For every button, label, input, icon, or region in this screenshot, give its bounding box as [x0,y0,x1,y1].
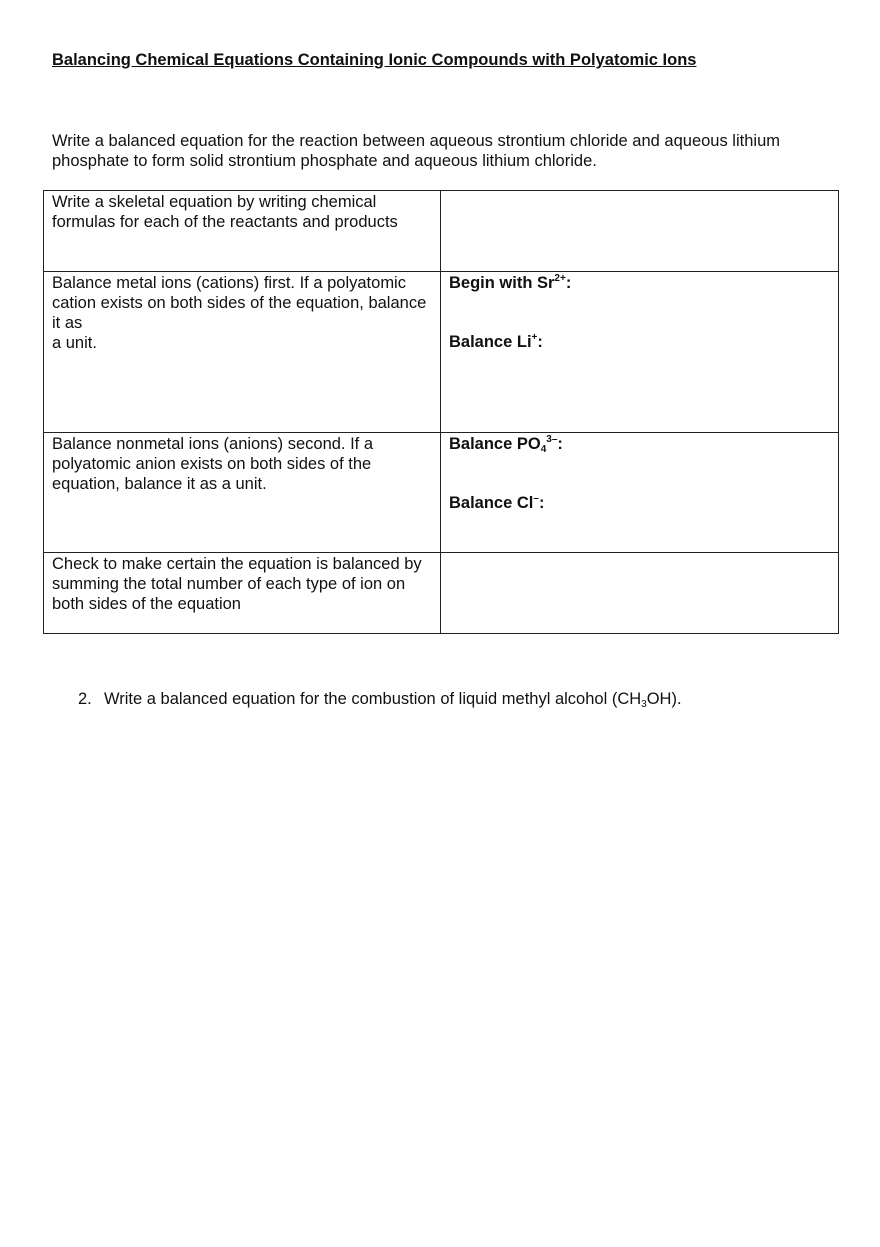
answer-cell-check[interactable] [441,553,839,634]
step-cell [44,272,441,433]
step-cations-text: Balance metal ions (cations) first. If a polyatomic cation exists on both sides of the equation, balance it as a unit. [52,274,427,352]
step-check-text: Check to make certain the equation is balanced by summing the total number of each type of ion on both sides of the equation [52,555,422,613]
step-cell [44,553,441,634]
step-cell [44,433,441,553]
begin-with-sr-label: Begin with $Sr^{2+}$: [449,273,572,292]
table-row [44,272,839,433]
table-row [44,191,839,272]
question-2: 2. Write a balanced equation for the combustion of liquid methyl alcohol $(CH_3OH)$. [78,690,682,710]
question-number: 2. [78,690,92,708]
question-1-prompt: Write a balanced equation for the reaction between aqueous strontium chloride and aqueous lithium phosphate to form solid strontium phosphate and aqueous lithium chloride. [52,132,780,170]
balance-cl-label: Balance Cl–: [449,493,545,512]
step-skeletal-text: Write a skeletal equation by writing chemical formulas for each of the reactants and products [52,193,398,231]
answer-cell-anions[interactable] [441,433,839,553]
answer-cell-skeletal[interactable] [441,191,839,272]
page-title: Balancing Chemical Equations Containing Ionic Compounds with Polyatomic Ions [52,51,697,69]
steps-table [43,190,839,634]
table-row [44,433,839,553]
balance-po4-label: Balance $PO_4^{3-}$: [449,434,563,455]
step-anions-text: Balance nonmetal ions (anions) second. If a polyatomic anion exists on both sides of the equation, balance it as a unit. [52,435,374,493]
answer-cell-cations[interactable] [441,272,839,433]
step-cell [44,191,441,272]
balance-li-label: Balance Li+: [449,332,543,351]
table-row [44,553,839,634]
